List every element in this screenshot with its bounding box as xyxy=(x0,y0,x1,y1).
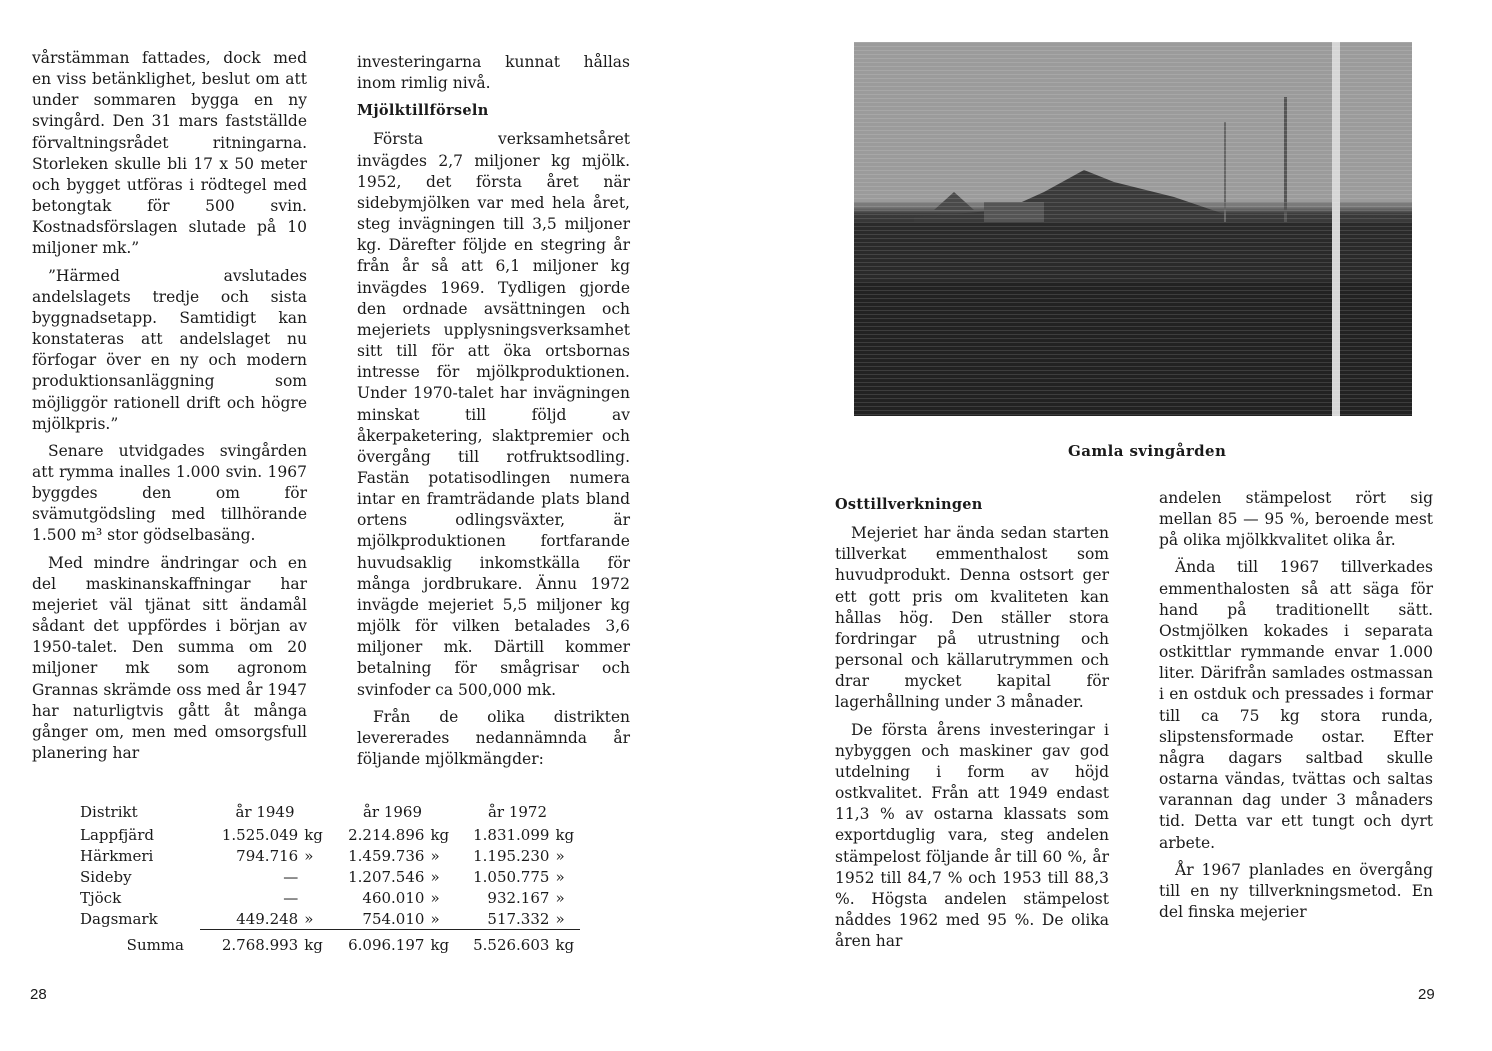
photo-caption: Gamla svingården xyxy=(1068,442,1227,460)
table-sum-row xyxy=(80,930,580,959)
table-header-cell: Distrikt xyxy=(80,802,138,821)
paragraph: investeringarna kunnat hållas inom rimlig nivå. xyxy=(357,53,630,93)
paragraph: Ända till 1967 tillverkades emmenthalosten så att säga för hand på traditionellt sätt. Ostmjölken kokades i separata ostkittlar rymmande envar 1.000 liter. Därifrån samlades ostmassan i en ostduk och pressades i formar till ca 75 kg stora runda, slipstensformade ostar. Efter några dagars saltbad skulle ostarna vändas, tvättas och saltas varannan dag under 3 månaders tid. Detta var ett tungt och dyrt arbete. xyxy=(1159,558,1433,852)
table-row xyxy=(80,887,580,908)
photo-old-pig-farm xyxy=(854,42,1412,416)
table-row xyxy=(80,908,580,930)
district-cell: Härkmeri xyxy=(80,846,154,865)
unit-cell: kg xyxy=(430,825,450,844)
section-heading: Mjölktillförseln xyxy=(357,102,489,120)
photo-illustration xyxy=(854,42,1412,416)
paragraph: Senare utvidgades svingården att rymma inalles 1.000 svin. 1967 byggdes den om för svämutgödsling med tillhörande 1.500 m³ stor gödselbasäng. xyxy=(32,441,307,545)
right-text-column-1 xyxy=(835,488,1109,952)
left-text-column-2 xyxy=(357,52,630,770)
table-header-cell: år 1969 xyxy=(362,802,423,821)
unit-cell xyxy=(298,866,330,887)
page-number: 29 xyxy=(1418,986,1435,1003)
sum-value-cell: 2.768.993 xyxy=(200,930,298,959)
unit-cell: » xyxy=(430,867,440,886)
unit-cell: kg xyxy=(298,930,330,959)
unit-cell: » xyxy=(555,888,565,907)
section-heading: Osttillverkningen xyxy=(835,496,983,513)
right-text-column-2 xyxy=(1159,488,1433,923)
table-row xyxy=(80,824,580,845)
value-cell: 517.332 xyxy=(487,909,550,928)
unit-cell: » xyxy=(555,846,565,865)
unit-cell: » xyxy=(555,909,565,928)
unit-cell: » xyxy=(555,867,565,886)
unit-cell: kg xyxy=(555,825,575,844)
table-header-cell: år 1972 xyxy=(487,802,548,821)
sum-label: Summa xyxy=(126,935,184,954)
milk-delivery-table xyxy=(80,799,580,958)
unit-cell: » xyxy=(430,909,440,928)
paragraph: vårstämman fattades, dock med en viss betänklighet, beslut om att under sommaren bygga en ny svingård. Den 31 mars fastställde förvaltningsrådet ritningarna. Storleken skulle bli 17 x 50 meter och bygget utföras i rödtegel med betongtak för 500 svin. Kostnadsförslagen slutade på 10 miljoner mk.” xyxy=(32,49,307,258)
paragraph: andelen stämpelost rört sig mellan 85 — 95 %, beroende mest på olika mjölkkvalitet olika år. xyxy=(1159,489,1433,550)
table-header-cell: år 1949 xyxy=(235,802,295,821)
table-row xyxy=(80,845,580,866)
unit-cell: kg xyxy=(304,825,323,844)
value-cell: 1.831.099 xyxy=(473,825,550,844)
value-cell: 1.207.546 xyxy=(348,867,425,886)
sum-value-cell: 6.096.197 xyxy=(330,930,424,959)
district-cell: Tjöck xyxy=(80,888,122,907)
unit-cell: kg xyxy=(549,930,580,959)
table-header-row xyxy=(80,799,580,824)
paragraph: Med mindre ändringar och en del maskinanskaffningar har mejeriet väl tjänat sitt ändamål sådant det uppfördes i början av 1950-talet. Den summa om 20 miljoner mk som agronom Grannas skrämde oss med år 1947 har naturligtvis gått åt många gånger om, men med omsorgsfull planering har xyxy=(32,553,307,762)
value-cell: 1.525.049 xyxy=(221,825,299,844)
value-cell: 754.010 xyxy=(362,909,425,928)
unit-cell: » xyxy=(430,846,440,865)
value-cell: — xyxy=(283,888,299,907)
unit-cell: kg xyxy=(424,930,455,959)
district-cell: Lappfjärd xyxy=(80,825,155,844)
paragraph: År 1967 planlades en övergång till en ny tillverkningsmetod. En del finska mejerier xyxy=(1159,860,1433,921)
value-cell: 449.248 xyxy=(236,909,299,928)
paragraph: Mejeriet har ända sedan starten tillverkat emmenthalost som huvudprodukt. Denna ostsort ger ett gott pris om kvaliteten kan hållas hög. Den ställer stora fordringar på utrustning och personal och källarutrymmen och drar mycket kapital för lagerhållning under 3 månader. xyxy=(835,524,1109,712)
district-cell: Sideby xyxy=(80,867,132,886)
paragraph: Första verksamhetsåret invägdes 2,7 miljoner kg mjölk. 1952, det första året när sidebymjölken var med hela året, steg invägningen till 3,5 miljoner kg. Därefter följde en stegring år från år så att 6,1 miljoner kg invägdes 1969. Tydligen gjorde den ordnade avsättningen och mejeriets upplysningsverksamhet sitt till för att öka ortsbornas intresse för mjölkproduktionen. Under 1970-talet har invägningen minskat till följd av åkerpaketering, slaktpremier och övergång till rotfruktsodling. Fastän potatisodlingen numera intar en framträdande plats bland ortens odlingsväxter, är mjölkproduktionen fortfarande huvudsaklig inkomstkälla för många jordbrukare. Ännu 1972 invägde mejeriet 5,5 miljoner kg mjölk för vilken betalades 3,6 miljoner mk. Därtill kommer betalning för smågrisar och svinfoder ca 500,000 mk. xyxy=(357,130,630,699)
page-number: 28 xyxy=(30,986,47,1003)
paragraph: Från de olika distrikten levererades nedannämnda år följande mjölkmängder: xyxy=(357,707,630,768)
value-cell: 460.010 xyxy=(362,888,425,907)
value-cell: 2.214.896 xyxy=(348,825,425,844)
value-cell: 1.195.230 xyxy=(473,846,550,865)
paragraph: De första årens investeringar i nybyggen och maskiner gav god utdelning i form av höjd ostkvalitet. Från att 1949 endast 11,3 % av ostarna klassats som exportduglig vara, steg andelen stämpelost följande år till 60 %, år 1952 till 84,7 % och 1953 till 88,3 %. Högsta andelen stämpelost nåddes 1962 med 95 %. De olika åren har xyxy=(835,720,1109,951)
unit-cell: » xyxy=(430,888,440,907)
value-cell: 932.167 xyxy=(487,888,550,907)
unit-cell: » xyxy=(304,909,314,928)
table-row xyxy=(80,866,580,887)
unit-cell xyxy=(298,887,330,908)
paragraph: ”Härmed avslutades andelslagets tredje och sista byggnadsetapp. Samtidigt kan konstateras att andelslaget nu förfogar över en ny och modern produktionsanläggning som möjliggör rationell drift och högre mjölkpris.” xyxy=(32,266,307,433)
district-cell: Dagsmark xyxy=(80,909,158,928)
sum-value-cell: 5.526.603 xyxy=(455,930,549,959)
right-page xyxy=(746,0,1492,1051)
value-cell: — xyxy=(283,867,299,886)
value-cell: 794.716 xyxy=(236,846,299,865)
value-cell: 1.050.775 xyxy=(473,867,550,886)
unit-cell: » xyxy=(304,846,314,865)
value-cell: 1.459.736 xyxy=(348,846,425,865)
left-text-column-1 xyxy=(32,48,307,764)
